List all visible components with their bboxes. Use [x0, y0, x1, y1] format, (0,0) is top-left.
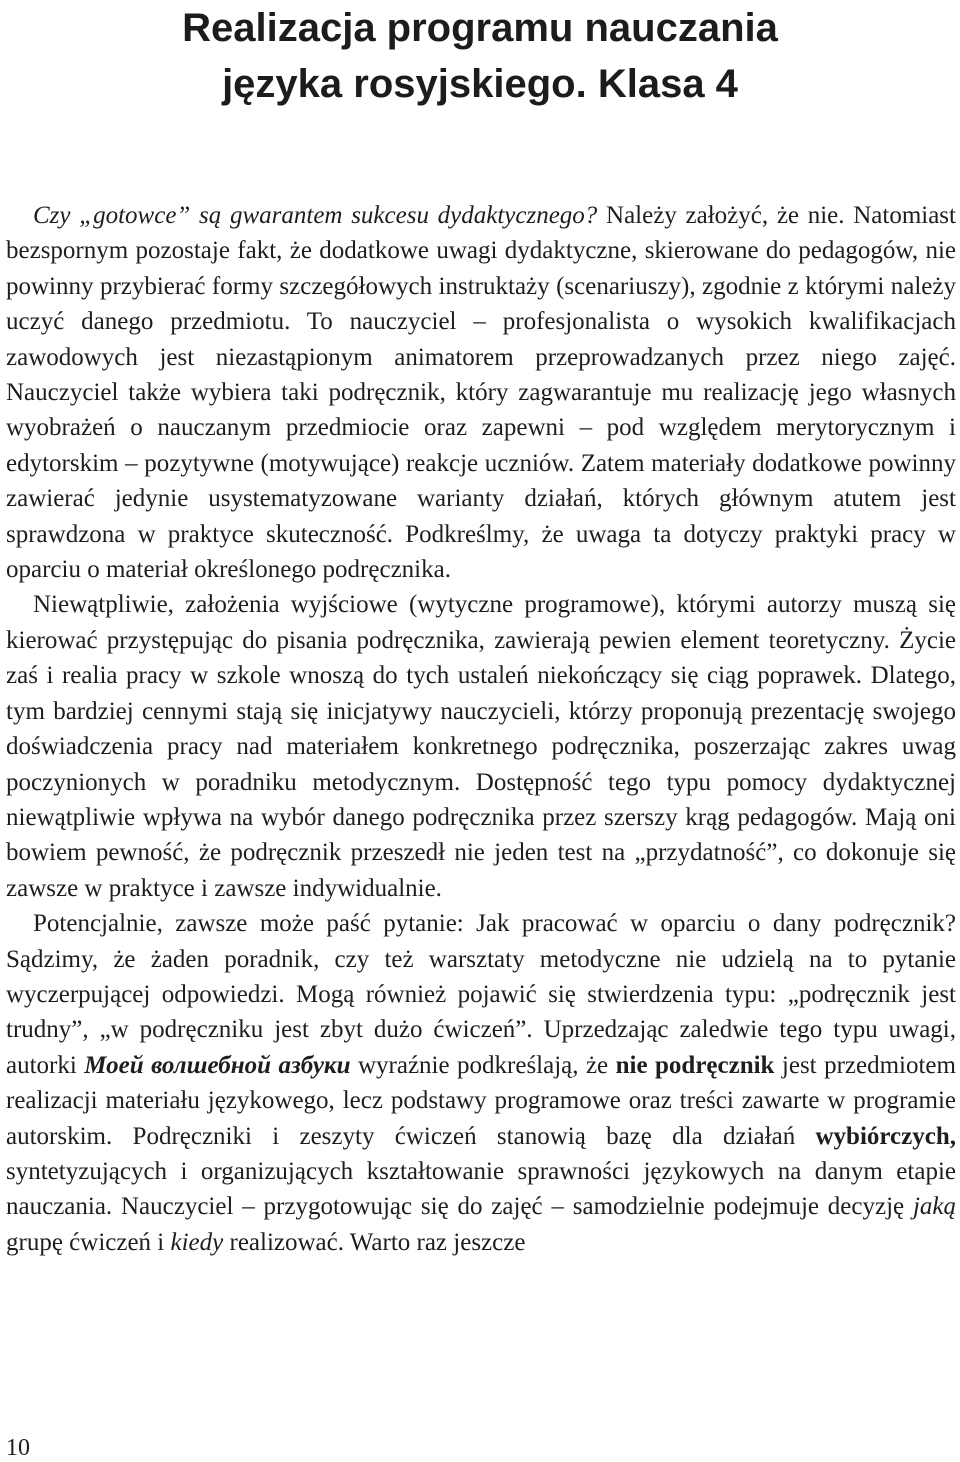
- emphasis-nie-podrecznik: nie podręcznik: [615, 1051, 775, 1079]
- opening-question: Czy „gotowce” są gwarantem sukcesu dydaktycznego?: [33, 202, 598, 229]
- paragraph-3-text-b: wyraźnie podkreślają, że: [350, 1051, 616, 1079]
- paragraph-3-text-e: grupę ćwiczeń i: [6, 1228, 171, 1256]
- emphasis-kiedy: kiedy: [170, 1228, 224, 1256]
- paragraph-3-text-d: syntetyzujących i organizujących kształtowanie sprawności językowych na danym etapie nauczania. Nauczyciel – przygotowując się do zajęć – samodzielnie podejmuje decyzję: [6, 1157, 956, 1221]
- paragraph-2: Niewątpliwie, założenia wyjściowe (wytyczne programowe), którymi autorzy muszą się kierować przystępując do pisania podręcznika, zawierają pewien element teoretyczny. Życie zaś i realia pracy w szkole wnoszą do tych ustaleń niekończący się ciąg poprawek. Dlatego, tym bardziej cennymi stają się inicjatywy nauczycieli, którzy proponują prezentację swojego doświadczenia pracy nad materiałem konkretnego podręcznika, poszerzając zakres uwag poczynionych w poradniku metodycznym. Dostępność tego typu pomocy dydaktycznej niewątpliwie wpływa na wybór danego podręcznika przez szerszy krąg pedagogów. Mają oni bowiem pewność, że podręcznik przeszedł nie jeden test na „przydatność”, co dokonuje się zawsze w praktyce i zawsze indywidualnie.: [6, 591, 956, 902]
- paragraph-1: [6, 198, 956, 587]
- book-title: Моей волшебной азбуки: [84, 1051, 351, 1079]
- page-title: [0, 0, 960, 112]
- body-text: [6, 198, 956, 1260]
- paragraph-3-text-c: jest przedmiotem realizacji materiału językowego, lecz podstawy programowe oraz treści zawarte w programie autorskim. Podręczniki i zeszyty ćwiczeń stanowią bazę dla działań: [6, 1051, 956, 1150]
- emphasis-jaka: jaką: [912, 1193, 956, 1221]
- page-title-line-1: Realizacja programu nauczania: [182, 6, 778, 50]
- paragraph-3-text-a: Potencjalnie, zawsze może paść pytanie: Jak pracować w oparciu o dany podręcznik? Sądzimy, że żaden poradnik, czy też warsztaty metodyczne nie udzielą na to pytanie wyczerpującej odpowiedzi. Mogą również pojawić się stwierdzenia typu: „podręcznik jest trudny”, „w podręczniku jest zbyt dużo ćwiczeń”. Uprzedzając zaledwie tego typu uwagi, autorki: [6, 910, 956, 1079]
- page-number: 10: [6, 1435, 30, 1461]
- page-title-line-2: języka rosyjskiego. Klasa 4: [222, 62, 738, 106]
- paragraph-1-text: Należy założyć, że nie. Natomiast bezspornym pozostaje fakt, że dodatkowe uwagi dydaktyczne, skierowane do pedagogów, nie powinny przybierać formy szczegółowych instruktaży (scenariuszy), zgodnie z którymi należy uczyć danego przedmiotu. To nauczyciel – profesjonalista o wysokich kwalifikacjach zawodowych jest niezastąpionym animatorem przeprowadzanych przez niego zajęć. Nauczyciel także wybiera taki podręcznik, który zagwarantuje mu realizację jego własnych wyobrażeń o nauczanym przedmiocie oraz zapewni – pod względem merytorycznym i edytorskim – pozytywne (motywujące) reakcje uczniów. Zatem materiały dodatkowe powinny zawierać jedynie usystematyzowane warianty działań, których głównym atutem jest sprawdzona w praktyce skuteczność. Podkreślmy, że uwaga ta dotyczy praktyki pracy w oparciu o materiał określonego podręcznika.: [6, 202, 956, 584]
- paragraph-3-text-f: realizować. Warto raz jeszcze: [223, 1228, 526, 1256]
- emphasis-wybiorczych: wybiórczych,: [815, 1122, 956, 1150]
- paragraph-3: [6, 906, 956, 1260]
